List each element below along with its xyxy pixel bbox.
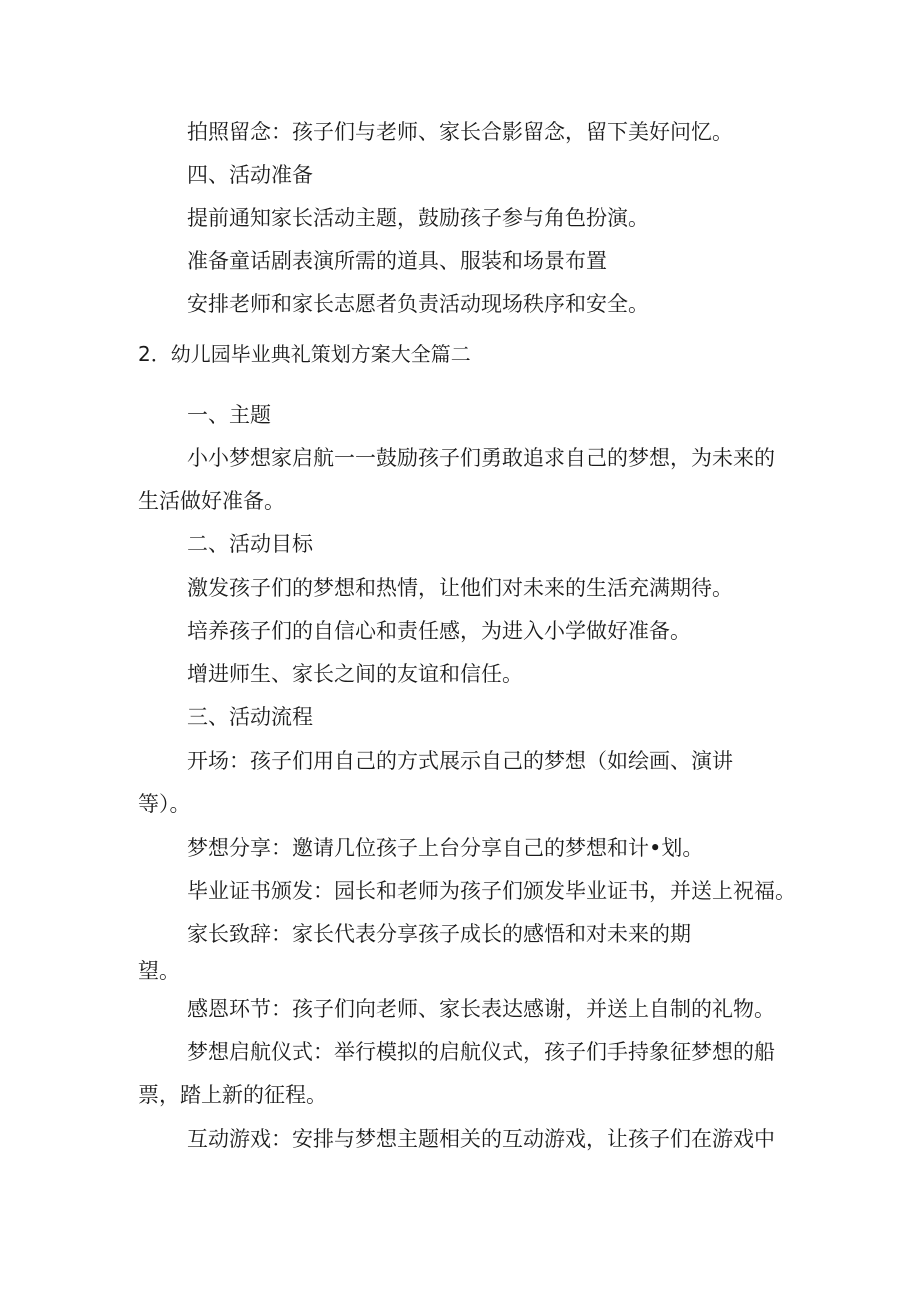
section-heading-theme: 一、主题 [187, 403, 271, 427]
paragraph-goal-friendship: 增进师生、家长之间的友谊和信任。 [187, 662, 523, 686]
paragraph-opening-line1: 开场：孩子们用自己的方式展示自己的梦想（如绘画、演讲 [187, 749, 733, 773]
paragraph-parent-speech-line1: 家长致辞：家长代表分享孩子成长的感悟和对未来的期 [187, 922, 691, 946]
paragraph-prepare-props: 准备童话剧表演所需的道具、服装和场景布置 [187, 249, 607, 273]
paragraph-theme-line2: 生活做好准备。 [138, 489, 285, 513]
paragraph-notify-parents: 提前通知家长活动主题，鼓励孩子参与角色扮演。 [187, 206, 649, 230]
paragraph-dream-sharing: 梦想分享：邀请几位孩子上台分享自己的梦想和计•划。 [187, 836, 704, 860]
article-heading: 2．幼儿园毕业典礼策划方案大全篇二 [138, 342, 471, 366]
section-heading-preparation: 四、活动准备 [187, 163, 313, 187]
section-heading-process: 三、活动流程 [187, 705, 313, 729]
paragraph-opening-line2: 等）。 [138, 792, 191, 816]
paragraph-parent-speech-line2: 望。 [138, 959, 180, 983]
section-heading-goals: 二、活动目标 [187, 532, 313, 556]
paragraph-photo-souvenir: 拍照留念：孩子们与老师、家长合影留念，留下美好问忆。 [187, 120, 733, 144]
paragraph-diploma-award: 毕业证书颁发：园长和老师为孩子们颁发毕业证书，并送上祝福。 [187, 879, 796, 903]
paragraph-launch-ceremony-line2: 票，踏上新的征程。 [138, 1083, 327, 1107]
paragraph-launch-ceremony-line1: 梦想启航仪式：举行模拟的启航仪式，孩子们手持象征梦想的船 [187, 1040, 775, 1064]
paragraph-goal-confidence: 培养孩子们的自信心和责任感，为进入小学做好准备。 [187, 619, 691, 643]
paragraph-goal-dreams: 激发孩子们的梦想和热情，让他们对未来的生活充满期待。 [187, 576, 733, 600]
paragraph-interactive-games: 互动游戏：安排与梦想主题相关的互动游戏，让孩子们在游戏中 [187, 1127, 775, 1151]
paragraph-arrange-volunteers: 安排老师和家长志愿者负责活动现场秩序和安全。 [187, 292, 649, 316]
paragraph-gratitude: 感恩环节：孩子们向老师、家长表达感谢，并送上自制的礼物。 [187, 997, 775, 1021]
paragraph-theme-line1: 小小梦想家启航一一鼓励孩子们勇敢追求自己的梦想，为未来的 [187, 446, 775, 470]
